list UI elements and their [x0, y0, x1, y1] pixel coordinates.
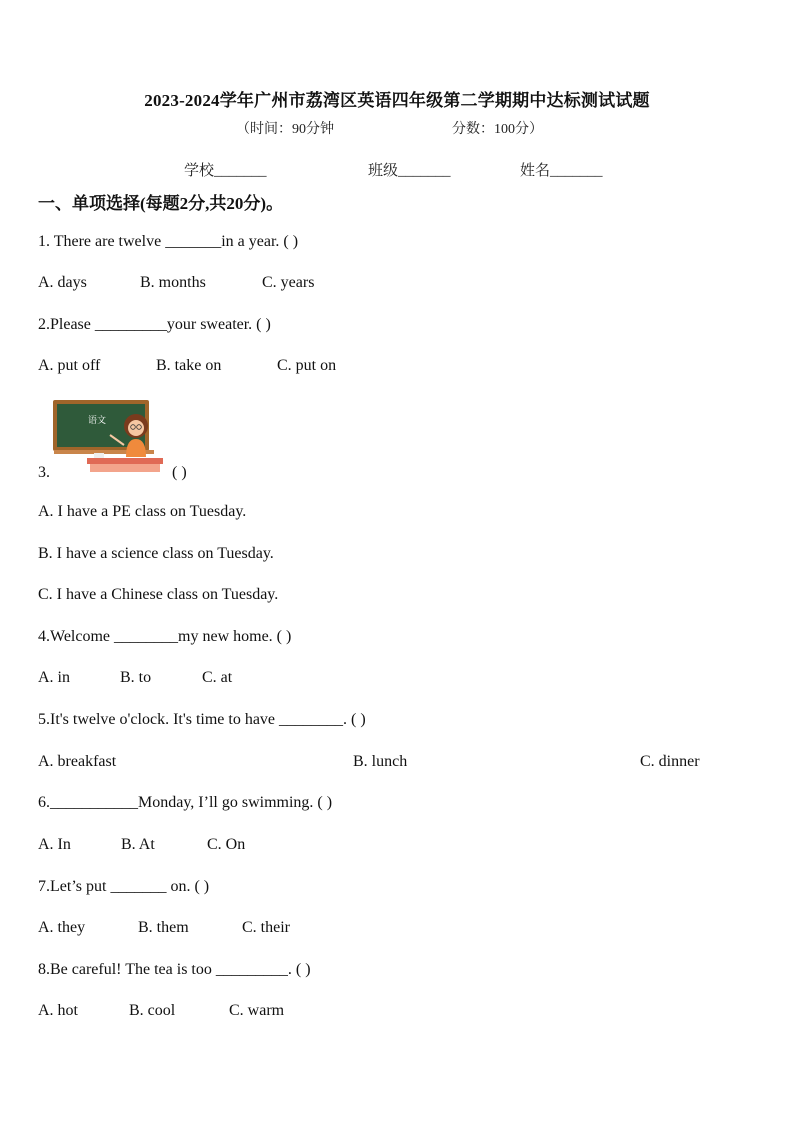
q5-option-c: C. dinner [640, 753, 700, 770]
q2-option-a: A. put off [38, 357, 101, 374]
question-1: 1. There are twelve _______in a year. ( ) [38, 233, 299, 250]
question-2: 2.Please _________your sweater. ( ) [38, 316, 271, 333]
q6-option-c: C. On [207, 836, 246, 853]
q4-option-a: A. in [38, 669, 70, 686]
school-field: 学校_______ [184, 163, 267, 179]
q2-option-b: B. take on [156, 357, 222, 374]
question-3: 3. [38, 464, 50, 481]
q1-option-b: B. months [140, 274, 206, 291]
q3-answer-paren: ( ) [172, 464, 187, 481]
class-field: 班级_______ [368, 163, 451, 179]
q3-option-a: A. I have a PE class on Tuesday. [38, 503, 247, 520]
q5-option-a: A. breakfast [38, 753, 117, 770]
q7-option-b: B. them [138, 919, 189, 936]
q4-option-b: B. to [120, 669, 152, 686]
question-4: 4.Welcome ________my new home. ( ) [38, 628, 292, 645]
question-5: 5.It's twelve o'clock. It's time to have ________. ( ) [38, 711, 366, 728]
blackboard-label: 语文 [87, 416, 107, 426]
page-title: 2023-2024学年广州市荔湾区英语四年级第二学期期中达标测试试题 [144, 91, 650, 110]
question-6: 6.___________Monday, I’ll go swimming. ( ) [38, 794, 333, 811]
q3-option-c: C. I have a Chinese class on Tuesday. [38, 586, 279, 603]
exam-time: （时间：90分钟 [236, 122, 334, 137]
name-field: 姓名_______ [520, 163, 603, 179]
q8-option-b: B. cool [129, 1002, 176, 1019]
q5-option-b: B. lunch [353, 753, 408, 770]
q2-option-c: C. put on [277, 357, 337, 374]
q6-option-a: A. In [38, 836, 71, 853]
q8-option-c: C. warm [229, 1002, 285, 1019]
teacher-blackboard-illustration [52, 399, 164, 475]
q6-option-b: B. At [121, 836, 155, 853]
q7-option-a: A. they [38, 919, 86, 936]
q4-option-c: C. at [202, 669, 233, 686]
exam-score: 分数：100分） [452, 122, 543, 137]
q3-option-b: B. I have a science class on Tuesday. [38, 545, 274, 562]
question-8: 8.Be careful! The tea is too _________. ( ) [38, 961, 311, 978]
question-7: 7.Let’s put _______ on. ( ) [38, 878, 210, 895]
q8-option-a: A. hot [38, 1002, 78, 1019]
q7-option-c: C. their [242, 919, 290, 936]
q1-option-c: C. years [262, 274, 315, 291]
section-heading: 一、单项选择(每题2分,共20分)。 [38, 194, 284, 213]
q1-option-a: A. days [38, 274, 87, 291]
